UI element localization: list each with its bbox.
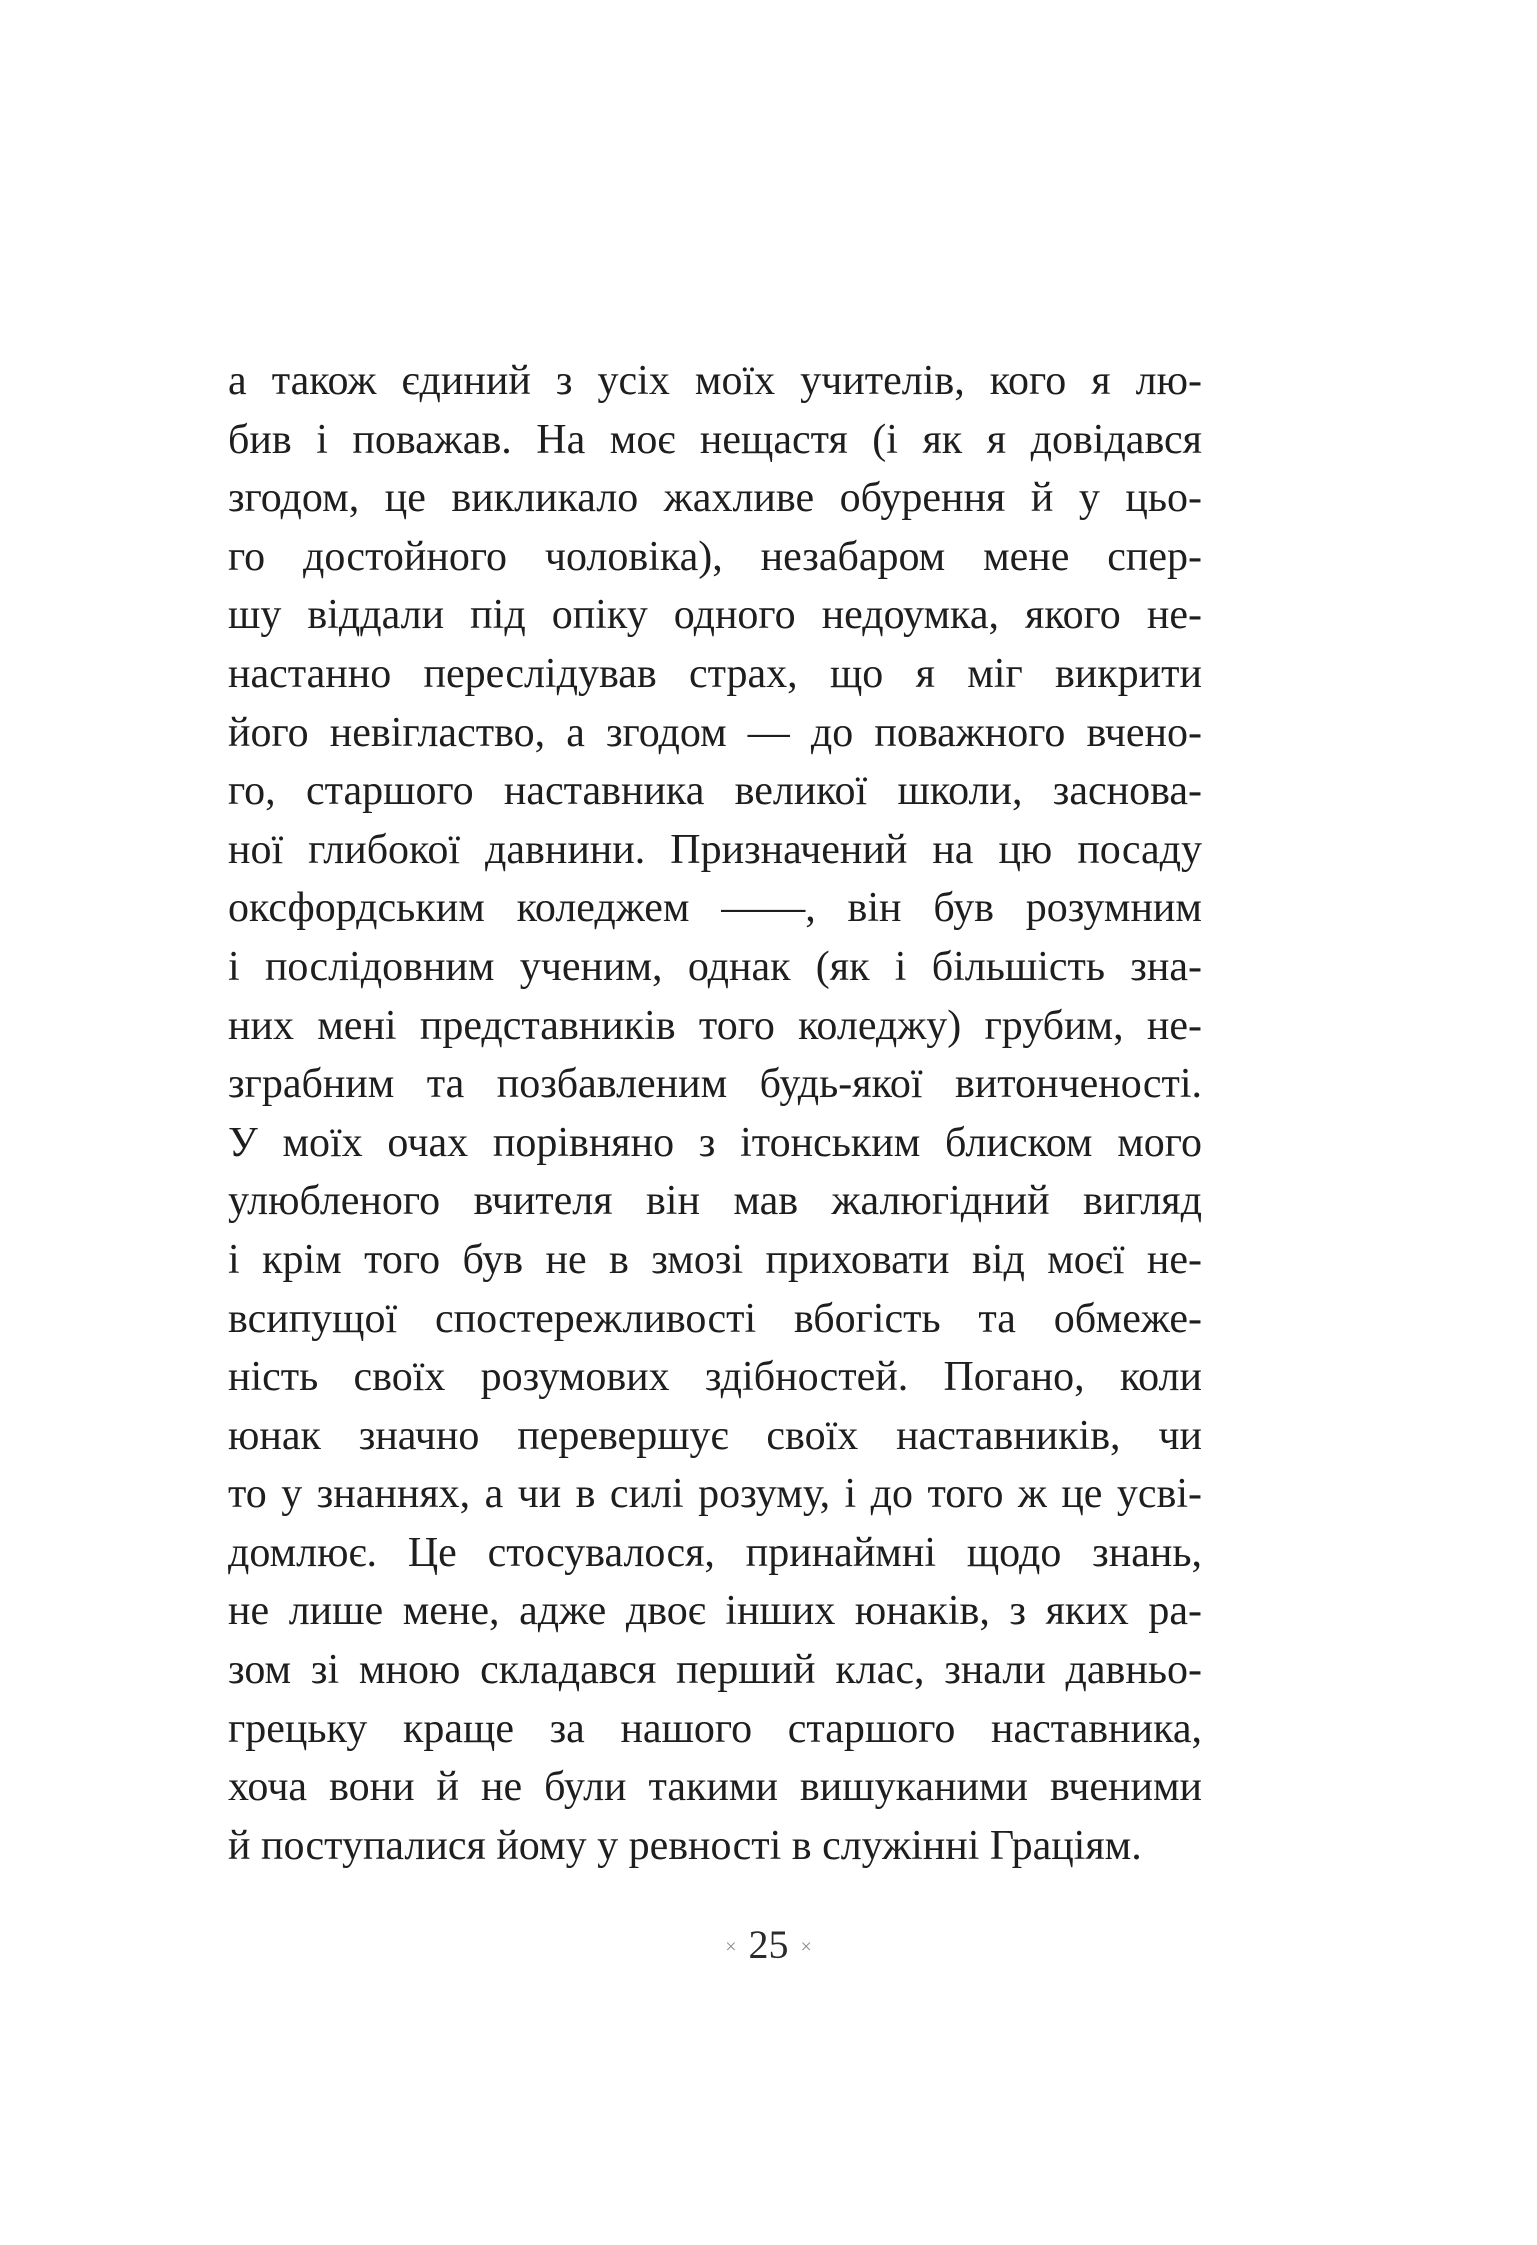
- text-line: бив і поважав. На моє нещастя (і як я довідався: [228, 416, 1202, 463]
- ornament-cross-icon: ×: [800, 1935, 812, 1958]
- text-line: них мені представників того коледжу) грубим, не-: [228, 1002, 1202, 1049]
- text-line: всипущої спостережливості вбогість та обмеже-: [228, 1295, 1202, 1342]
- text-line: домлює. Це стосувалося, принаймні щодо знань,: [228, 1529, 1202, 1576]
- ornament-cross-icon: ×: [725, 1935, 737, 1958]
- text-line: настанно переслідував страх, що я міг викрити: [228, 650, 1202, 697]
- text-line: не лише мене, адже двоє інших юнаків, з яких ра-: [228, 1588, 1202, 1635]
- text-line: шу віддали під опіку одного недоумка, якого не-: [228, 592, 1202, 639]
- text-line: юнак значно перевершує своїх наставників, чи: [228, 1412, 1202, 1459]
- text-line: його невігластво, а згодом — до поважного вчено-: [228, 709, 1202, 756]
- text-line: грецьку краще за нашого старшого наставника,: [228, 1705, 1202, 1752]
- text-line: У моїх очах порівняно з ітонським блиском мого: [228, 1119, 1202, 1166]
- text-line: то у знаннях, а чи в силі розуму, і до того ж це усві-: [228, 1471, 1202, 1518]
- text-line: го, старшого наставника великої школи, заснова-: [228, 768, 1202, 815]
- text-line: згодом, це викликало жахливе обурення й у цьо-: [228, 475, 1202, 522]
- text-line: оксфордським коледжем ——, він був розумним: [228, 885, 1202, 932]
- text-line: а також єдиний з усіх моїх учителів, кого я лю-: [228, 358, 1202, 404]
- text-line: хоча вони й не були такими вишуканими вченими: [228, 1764, 1202, 1811]
- text-line: і послідовним ученим, однак (як і більшість зна-: [228, 943, 1202, 990]
- text-line: ної глибокої давнини. Призначений на цю посаду: [228, 826, 1202, 873]
- text-line: й поступалися йому у ревності в служінні Граціям.: [228, 1822, 1142, 1869]
- text-line: ність своїх розумових здібностей. Погано, коли: [228, 1354, 1202, 1401]
- page-number: 25: [748, 1922, 789, 1967]
- text-line: го достойного чоловіка), незабаром мене спер-: [228, 533, 1202, 580]
- page-number-footer: [0, 1920, 1537, 1974]
- page-body-text: [228, 352, 1202, 1875]
- text-line: зграбним та позбавленим будь-якої витонченості.: [228, 1061, 1202, 1108]
- text-line: зом зі мною складався перший клас, знали давньо-: [228, 1647, 1202, 1694]
- text-line: і крім того був не в змозі приховати від моєї не-: [228, 1236, 1202, 1283]
- text-line: улюбленого вчителя він мав жалюгідний вигляд: [228, 1178, 1202, 1225]
